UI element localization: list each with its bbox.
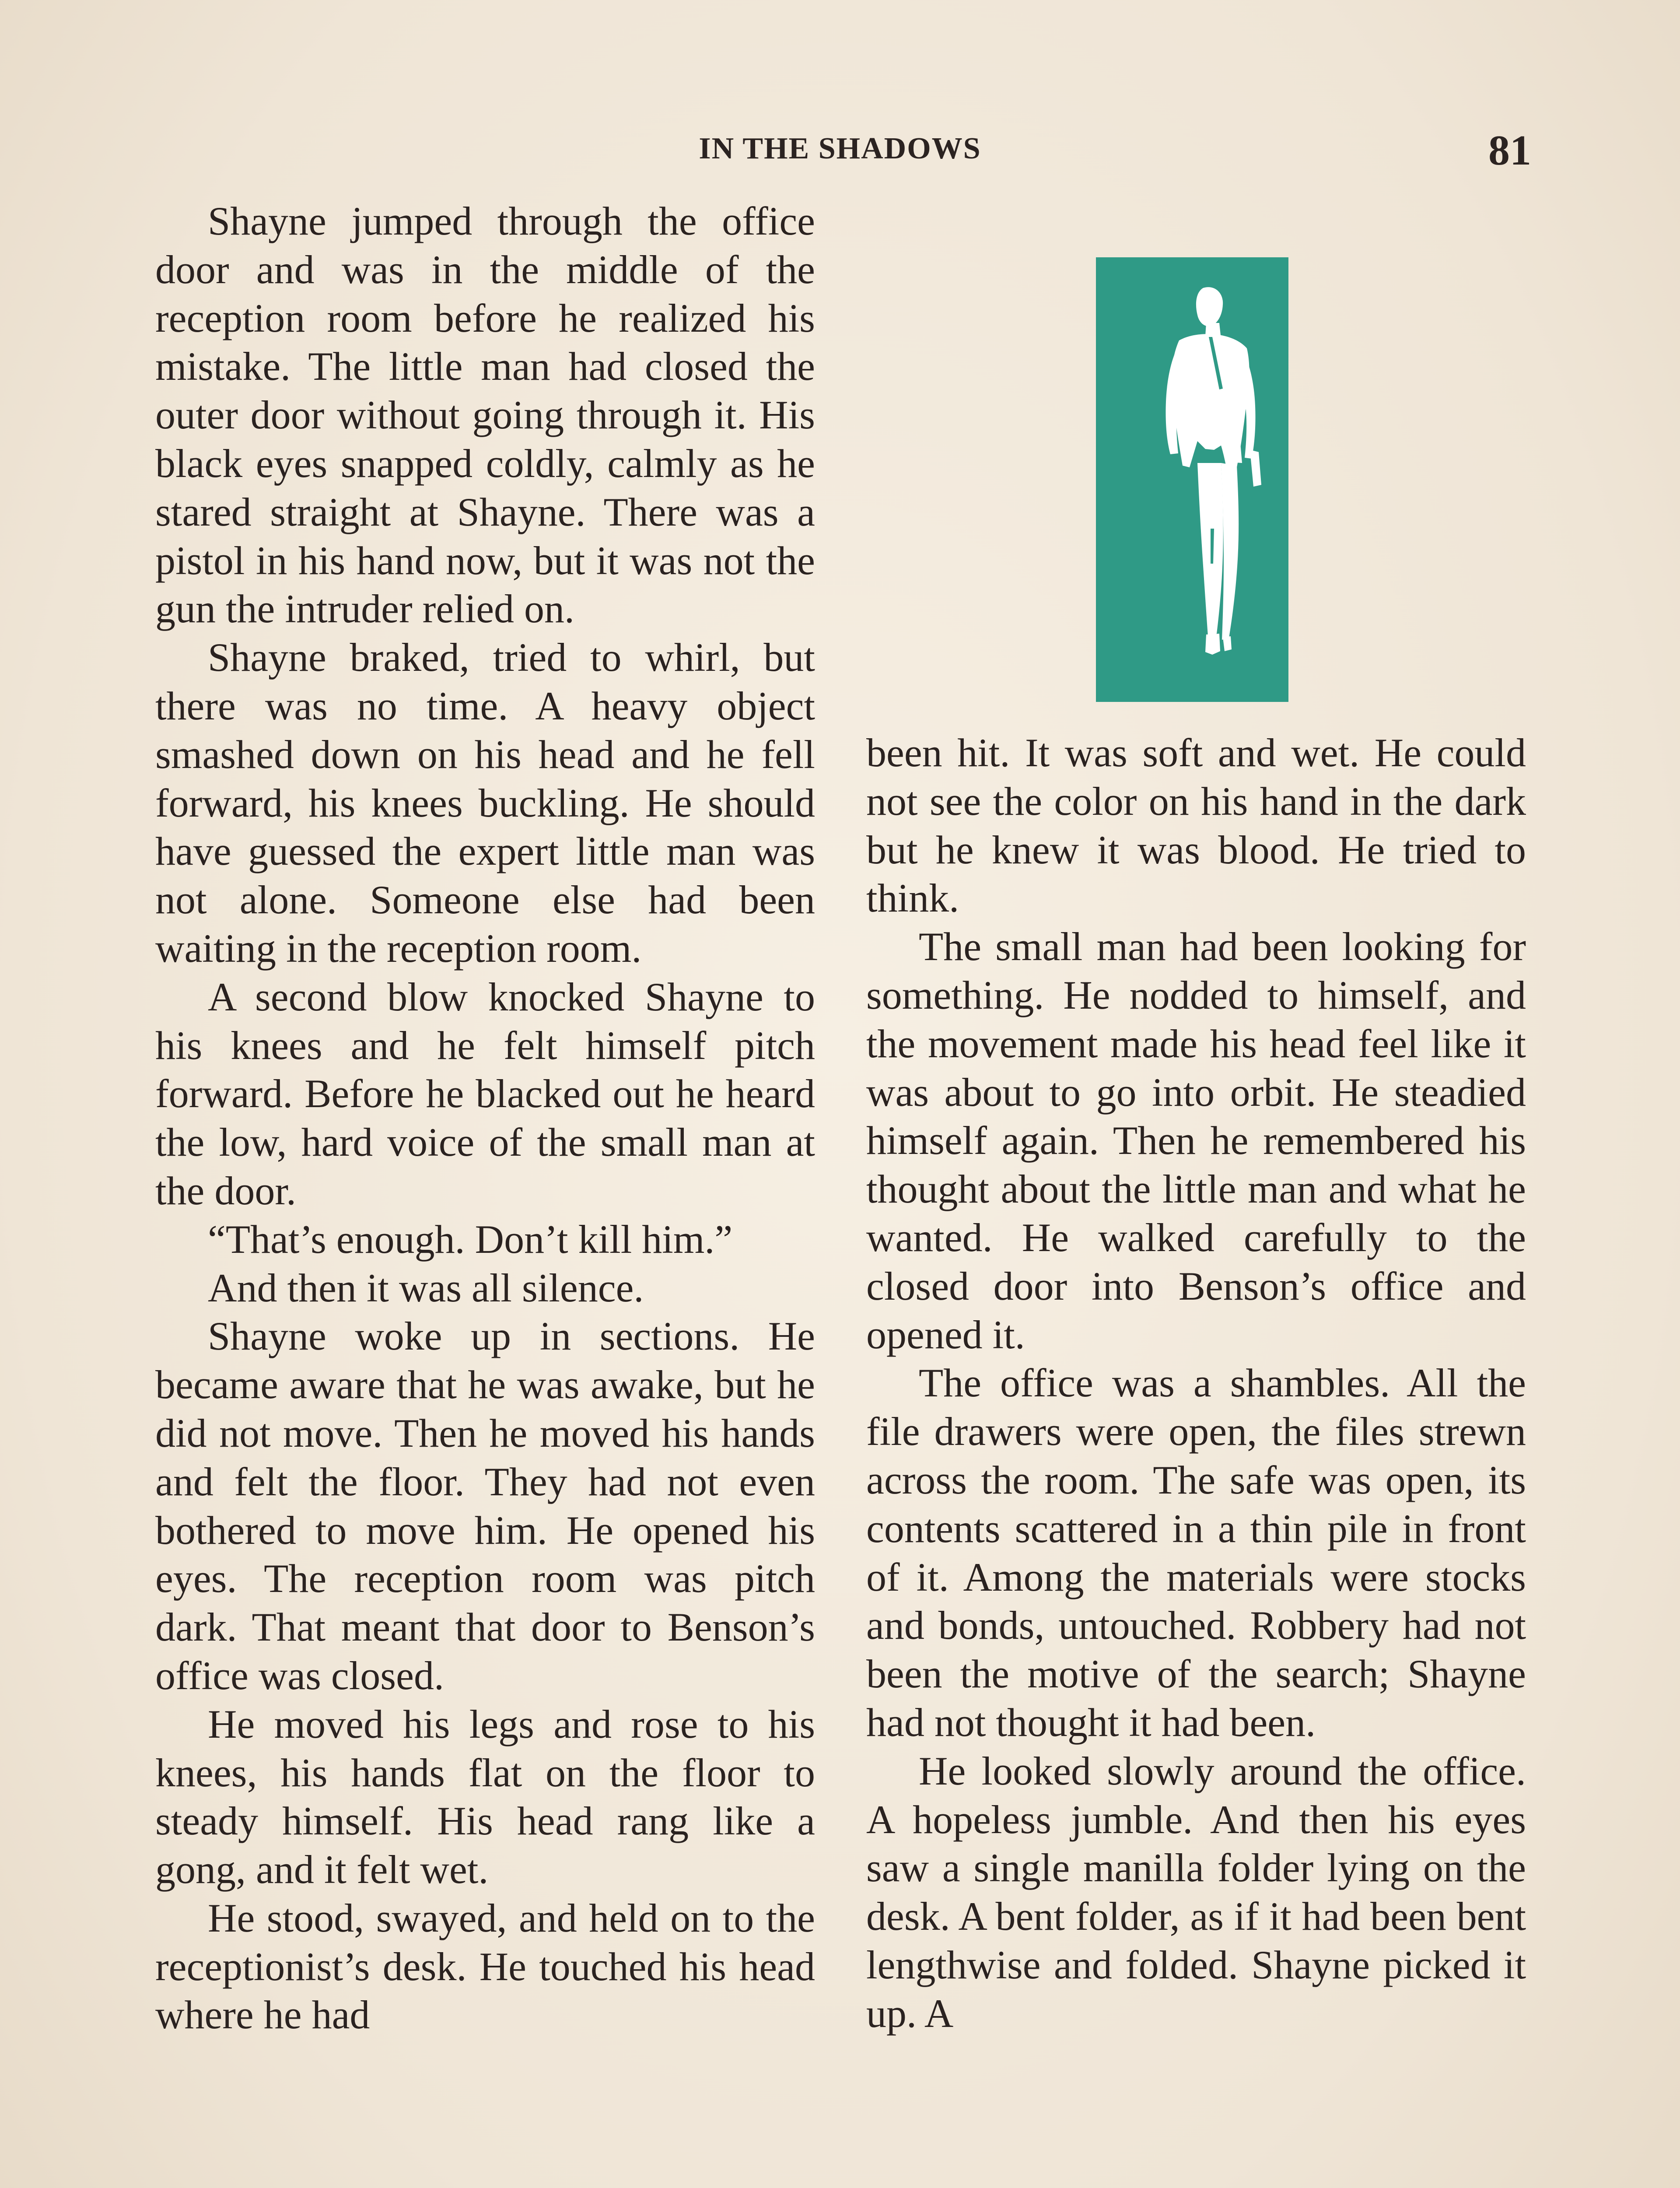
paragraph: He moved his legs and rose to his knees, his hands flat on the floor to steady himself. His head rang like a gong, and it felt wet. <box>155 1701 815 1892</box>
standing-man-silhouette-icon <box>1096 257 1288 702</box>
running-title: IN THE SHADOWS <box>699 132 981 165</box>
right-text-column <box>866 729 1526 2038</box>
paragraph: Shayne braked, tried to whirl, but there was no time. A heavy object smashed down on his head and he fell forward, his knees buckling. He should have guessed the expert little man was not alone. Someone else had been waiting in the reception room. <box>155 635 815 971</box>
paragraph: Shayne woke up in sections. He became aware that he was awake, but he did not move. Then he moved his hands and felt the floor. They had not even bothered to move him. He opened his eyes. The reception room was pitch dark. That meant that door to Benson’s office was closed. <box>155 1314 815 1698</box>
paragraph: He looked slowly around the office. A hopeless jumble. And then his eyes saw a single manilla folder lying on the desk. A bent folder, as if it had been bent lengthwise and folded. Shayne picked it up. A <box>866 1748 1526 2036</box>
paragraph: A second blow knocked Shayne to his knees and he felt himself pitch forward. Before he blacked out he heard the low, hard voice of the small man at the door. <box>155 974 815 1213</box>
paragraph: “That’s enough. Don’t kill him.” <box>208 1217 733 1262</box>
paragraph: The office was a shambles. All the file drawers were open, the files strewn across the room. The safe was open, its contents scattered in a thin pile in front of it. Among the materials were stocks and bonds, untouched. Robbery had not been the motive of the search; Shayne had not thought it had been. <box>866 1360 1526 1745</box>
page-number: 81 <box>1488 127 1531 174</box>
paragraph: He stood, swayed, and held on to the receptionist’s desk. He touched his head where he had <box>155 1895 815 2037</box>
paragraph: Shayne jumped through the office door and was in the middle of the reception room before he realized his mistake. The little man had closed the outer door without going through it. His black eyes snapped coldly, calmly as he stared straight at Shayne. There was a pistol in his hand now, but it was not the gun the intruder relied on. <box>155 199 815 631</box>
paragraph: And then it was all silence. <box>208 1265 644 1310</box>
left-text-column <box>155 197 815 2039</box>
man-silhouette-illustration <box>1096 257 1288 702</box>
paragraph: The small man had been looking for something. He nodded to himself, and the movement made his head feel like it was about to go into orbit. He steadied himself again. Then he remembered his thought about the little man and what he wanted. He walked carefully to the closed door into Benson’s office and opened it. <box>866 924 1526 1357</box>
paragraph: been hit. It was soft and wet. He could not see the color on his hand in the dark but he knew it was blood. He tried to think. <box>866 730 1526 921</box>
